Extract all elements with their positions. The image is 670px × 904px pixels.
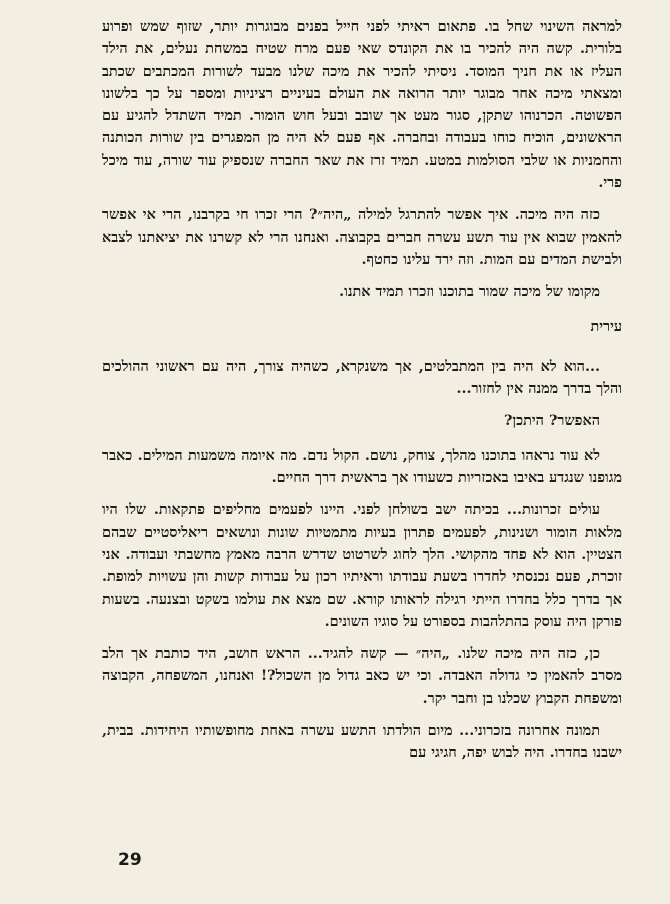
paragraph-was: כזה היה מיכה. איך אפשר להתרגל למילה „היה״? הרי זכרו חי בקרבנו, הרי אי אפשר להאמין שבוא אין עוד תשע עשרה חברים בקבוצה. ואנחנו הרי לא קשרנו את יציאתנו לצבא ולבישת המדים עם המות. וזה ירד עלינו כחטף. [102, 206, 622, 268]
paragraph-no-more: לא עוד נראהו בתוכנו מהלך, צוחק, נושם. הקול נדם. מה איומה משמעות המילים. כאבר מגופנו שנגדע באיבו באכזריות כשעודו אך בראשית דרך החיים. [102, 446, 622, 487]
page-number: 29 [118, 850, 142, 870]
paragraph-question: האפשר? היתכן? [503, 412, 600, 430]
paragraph-memories: עולים זכרונות... בכיתה ישב בשולחן לפני. היינו לפעמים מחליפים פתקאות. שלו היו מלאות הומור ושנינות, לפעמים פתרון בעיות מתמטיות שונות ונושאים ריאליסטיים שבהם הצטיין. הוא לא פחד מהקושי. הלך לחוג לשרטוט שדרש הרבה מאמץ מחשבתי ועבודה. אני זוכרת, פעם נכנסתי לחדרו בשעת עבודתו וראיתיו רכון על עבודות קשות והן עשויות למופת. אך בדרך כלל בחדרו הייתי רגילה לראותו קורא. שם מצא את עולמו בשקט ובצנעה. בשעות פורקן היה עוסק בהתלהבות בספורט על סוגיו השונים. [102, 501, 622, 630]
page-text [102, 16, 622, 775]
author-signature: עירית [590, 317, 622, 335]
paragraph-grief: כן, כזה היה מיכה שלנו. „היה״ — קשה להגיד... הראש חושב, היד כותבת אך הלב מסרב להאמין כי גדולה האבדה. וכי יש כאב גדול מן השכול?! ואנחנו, המשפחה, הקבוצה ומשפחת הקבוץ שכלנו בן וחבר יקר. [102, 645, 622, 707]
paragraph-last-image: תמונה אחרונה בזכרוני... מיום הולדתו התשע עשרה באחת מחופשותיו היחידות. בבית, ישבנו בחדרו. היה לבוש יפה, חגיגי עם [102, 722, 622, 762]
paragraph-not-prominent: ...הוא לא היה בין המתבלטים, אך משנקרא, כשהיה צורך, היה עם ראשוני ההולכים והלך בדרך ממנה אין לחזור... [102, 357, 622, 398]
paragraph-soldier: למראה השינוי שחל בו. פתאום ראיתי לפני חייל בפנים מבוגרות יותר, שזוף שמש ופרוע בלורית. קשה היה להכיר בו את הקונדס שאי פעם מרח שטיח במשחת נעלים, את הילד העליז או את חניך המוסד. ניסיתי להכיר את מיכה שלנו מבעד לשורות המכתבים שכתב ומצאתי מיכה אחר מבוגר יותר הרואה את העולם בעיניים רציניות ומספר על כך בלשונו הפשוטה. הכרנוהו שתקן, סגור מעט אך שובב ובעל חוש הומור. תמיד השתדל להגיע עם הראשונים, הוכיח כוחו בעבודה ובחברה. אף פעם לא היה מן המפגרים בין שורות הכותנה והחמניות או שלבי הסולמות במטע. תמיד זרז את שאר החברה שנספיק עוד שורה, עוד מיכל פרי. [102, 18, 622, 192]
paragraph-memory: מקומו של מיכה שמור בתוכנו וזכרו תמיד אתנו. [339, 283, 600, 301]
